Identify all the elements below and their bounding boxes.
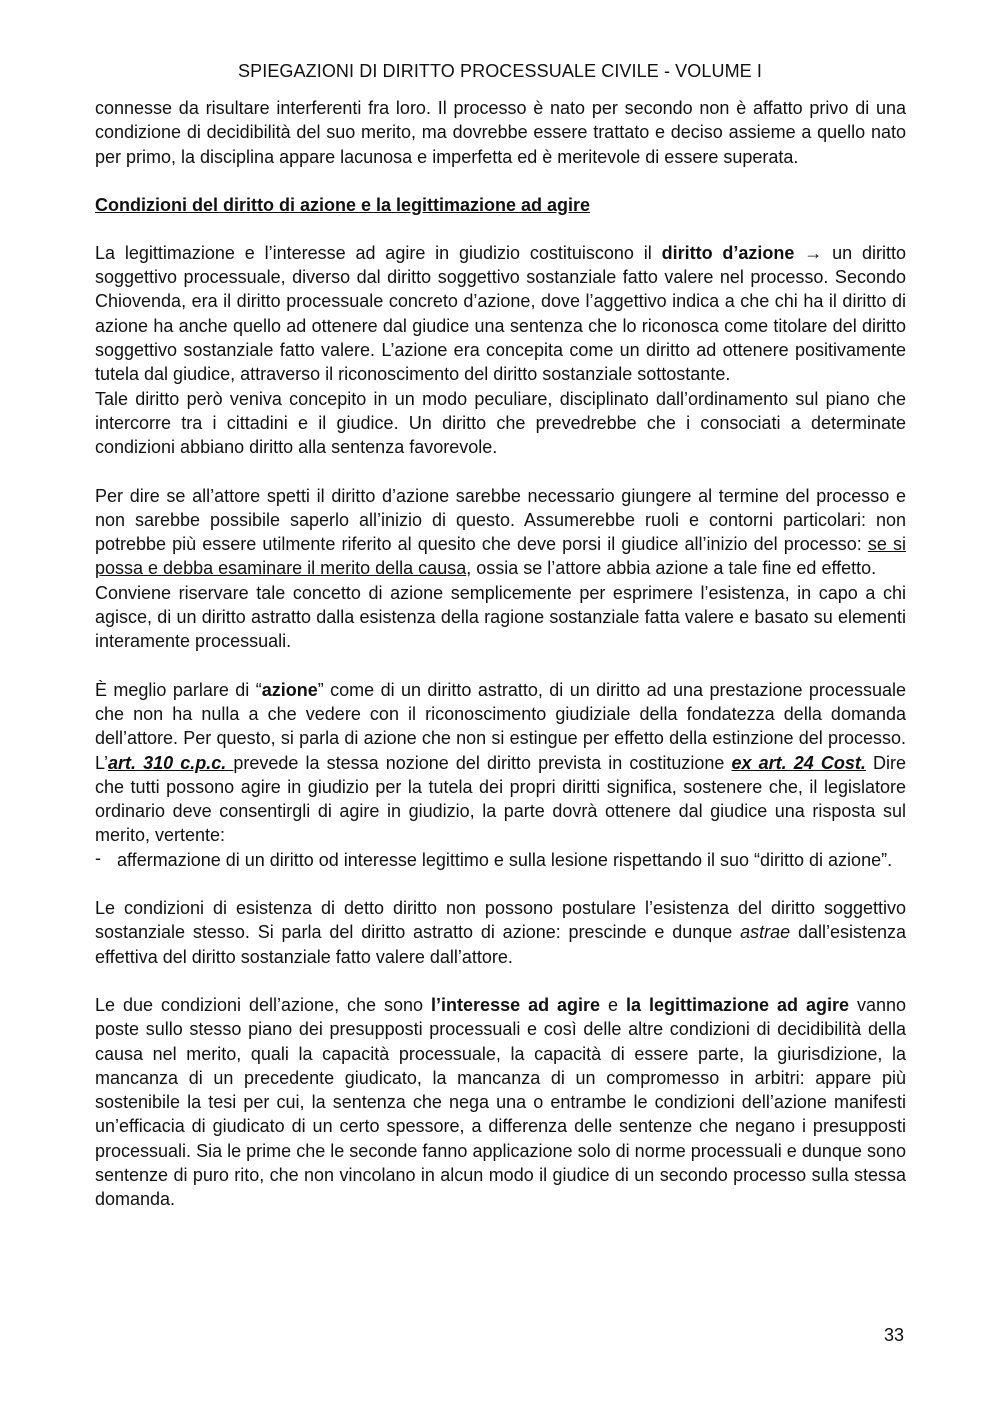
underlined-phrase: se si possa e debba esaminare il merito della causa [95,534,906,579]
text-run: dall’esistenza effettiva del diritto sostanziale fatto valere dall’attore. [95,922,907,967]
bullet-dash-icon: - [95,847,101,868]
bold-term-legittimazione: la legittimazione ad agire [626,994,849,1015]
text-run: prevede la stessa nozione del diritto prevista in costituzione [233,752,732,773]
article-reference-cost: ex art. 24 Cost. [731,752,866,773]
italic-term-astrae: astrae [740,922,791,943]
page-body [95,96,906,1212]
text-run: È meglio parlare di “ [95,679,262,700]
paragraph-condizioni-esistenza [95,896,906,969]
paragraph-diritto-peculiare: Tale diritto però veniva concepito in un modo peculiare, disciplinato dall’ordinamento sul piano che intercorre tra i cittadini e il giudice. Un diritto che prevedrebbe che i consociati a determinate condizioni abbiano diritto alla sentenza favorevole. [95,388,906,458]
text-run: Per dire se all’attore spetti il diritto d’azione sarebbe necessario giungere al termine del processo e non sarebbe possibile saperlo all’inizio di questo. Assumerebbe ruoli e contorni particolari: non potrebbe più essere utilmente riferito al quesito che deve porsi il giudice all’inizio del processo: [95,485,906,555]
text-run: Le condizioni di esistenza di detto diritto non possono postulare l’esistenza del diritto soggettivo sostanziale stesso. Si parla del diritto astratto di azione: prescinde e dunque [95,898,906,943]
paragraph-continuation: connesse da risultare interferenti fra loro. Il processo è nato per secondo non è affatto privo di una condizione di decidibilità del suo merito, ma dovrebbe essere trattato e deciso assieme a quello nato per primo, la disciplina appare lacunosa e imperfetta ed è meritevole di essere superata. [95,98,906,167]
running-header: SPIEGAZIONI DI DIRITTO PROCESSUALE CIVILE - VOLUME I [238,61,762,81]
section-heading: Condizioni del diritto di azione e la legittimazione ad agire [95,194,591,215]
paragraph-azione-astratta [95,678,906,848]
paragraph-termine-processo [95,484,906,581]
text-run: e [600,994,627,1015]
paragraph-concetto-azione: Conviene riservare tale concetto di azione semplicemente per esprimere l’esistenza, in capo a chi agisce, di un diritto astratto dalla esistenza della ragione sostanziale fatta valere e basato su elementi interamente processuali. [95,582,906,652]
text-run: Le due condizioni dell’azione, che sono [95,994,432,1015]
arrow-icon: → [794,242,833,263]
text-run: un diritto soggettivo processuale, diverso dal diritto soggettivo sostanziale fatto valere nel processo. Secondo Chiovenda, era il diritto processuale concreto d’azione, dove l’aggettivo indica a che chi ha il diritto di azione ha anche quello ad ottenere dal giudice una sentenza che lo riconosca come titolare del diritto soggettivo sostanziale fatto valere. L’azione era concepita come un diritto ad ottenere positivamente tutela dal giudice, attraverso il riconoscimento del diritto sostanziale sottostante. [95,242,906,385]
bold-term-azione: azione [261,679,318,700]
text-run: vanno poste sullo stesso piano dei presupposti processuali e così delle altre condizioni di decidibilità della causa nel merito, quali la capacità processuale, la capacità di essere parte, la giurisdizione, la mancanza di un precedente giudicato, la mancanza di un compromesso in arbitri: appare più sostenibile la tesi per cui, la sentenza che nega una o entrambe le condizioni dell’azione manifesti un’efficacia di giudicato di un certo spessore, a differenza delle sentenze che negano i presupposti processuali. Sia le prime che le seconde fanno applicazione solo di norme processuali e dunque sono sentenze di puro rito, che non vincolano in alcun modo il giudice di un secondo processo sulla stessa domanda. [95,994,907,1210]
text-run: ” come di un diritto astratto, di un diritto ad una prestazione processuale che non ha nulla a che vedere con il riconoscimento giudiziale della fondatezza della domanda dell’attore. Per questo, si parla di azione che non si estingue per effetto della estinzione del processo. L’ [95,679,906,773]
article-reference-cpc: art. 310 c.p.c. [108,752,234,773]
bold-term-interesse: l’interesse ad agire [431,994,601,1015]
text-run: , ossia se l’attore abbia azione a tale fine ed effetto. [466,558,877,579]
page-number: 33 [883,1325,904,1345]
text-run: La legittimazione e l’interesse ad agire in giudizio costituiscono il [95,242,662,263]
paragraph-due-condizioni [95,993,906,1212]
paragraph-diritto-azione [95,241,906,387]
list-item-text: affermazione di un diritto od interesse legittimo e sulla lesione rispettando il suo “diritto di azione”. [117,849,893,870]
bold-term-diritto-azione: diritto d’azione [661,242,795,263]
text-run: Dire che tutti possono agire in giudizio per la tutela dei propri diritti significa, sostenere che, il legislatore ordinario deve consentirgli di agire in giudizio, la parte dovrà ottenere dal giudice una risposta sul merito, vertente: [95,752,906,846]
list-item [95,848,906,872]
